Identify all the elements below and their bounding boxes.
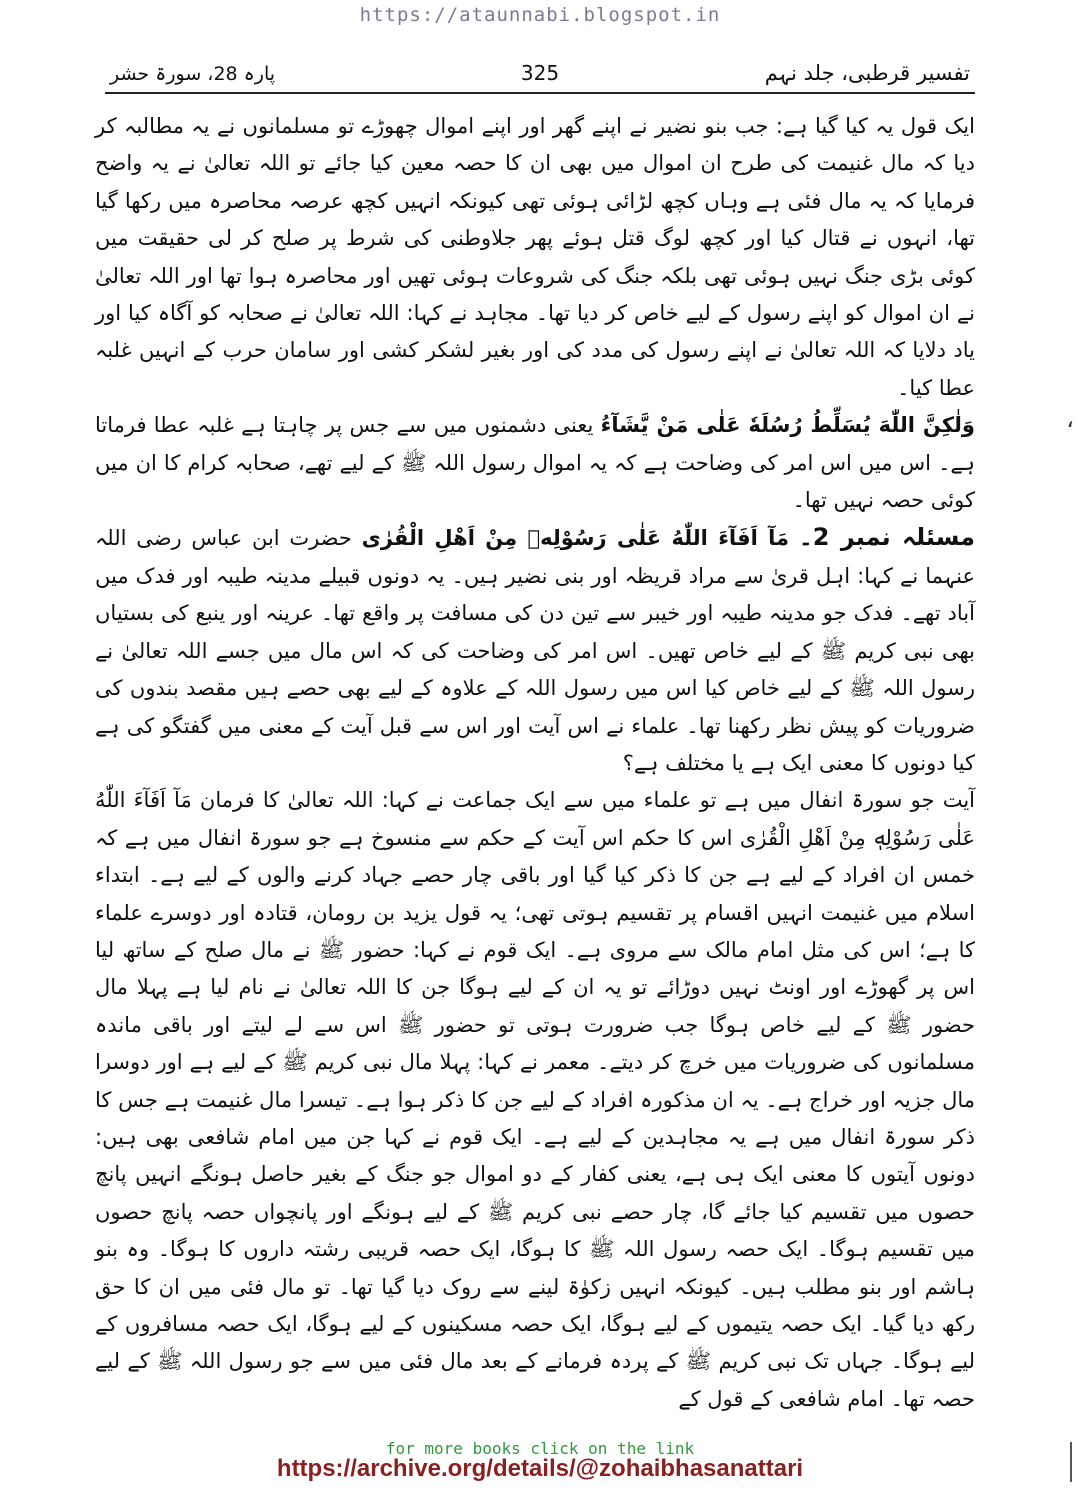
page-number: 325 [520, 61, 560, 85]
header-book-title: تفسیر قرطبی، جلد نہم [764, 61, 970, 85]
paragraph-1: ایک قول یہ کیا گیا ہے: جب بنو نضیر نے اپنے گھر اور اپنے اموال چھوڑے تو مسلمانوں نے یہ مطالبہ کر دیا کہ مال غنیمت کی طرح ان اموال میں بھی ان کا حصہ معین کیا جائے تو اللہ تعالیٰ نے یہ واضح فرمایا کہ یہ مال فئی ہے وہاں کچھ لڑائی ہوئی تھی کیونکہ انہیں کچھ عرصہ محاصرہ میں رکھا گیا تھا، انہوں نے قتال کیا اور کچھ لوگ قتل ہوئے پھر جلاوطنی کی شرط پر صلح کر لی حقیقت میں کوئی بڑی جنگ نہیں ہوئی تھی بلکہ جنگ کی شروعات ہوئی تھیں اور محاصرہ ہوا تھا اور اللہ تعالیٰ نے ان اموال کو اپنے رسول کے لیے خاص کر دیا تھا۔ مجاہد نے کہا: اللہ تعالیٰ نے صحابہ کو آگاہ کیا اور یاد دلایا کہ اللہ تعالیٰ نے اپنے رسول کی مدد کی اور بغیر لشکر کشی اور سامان حرب کے انہیں غلبہ عطا کیا۔ [95, 114, 975, 400]
footer-note: for more books click on the link [385, 1439, 695, 1458]
verse-2: مَآ اَفَآءَ اللّٰهُ عَلٰى رَسُوْلِهٖ مِنْ اَهْلِ الْقُرٰى [361, 526, 789, 551]
side-tick-mark [1070, 1442, 1072, 1482]
paragraph-2 [95, 407, 975, 519]
footer-archive-link[interactable]: https://archive.org/details/@zohaibhasanattari [276, 1455, 804, 1482]
paragraph-2-text: یعنی دشمنوں میں سے جس پر چاہتا ہے غلبہ عطا فرماتا ہے۔ اس میں اس امر کی وضاحت ہے کہ یہ اموال رسول اللہ ﷺ کے لیے تھے، صحابہ کرام کا ان میں کوئی حصہ نہیں تھا۔ [95, 413, 975, 513]
header-rule [105, 92, 975, 94]
paragraph-3-text: حضرت ابن عباس رضی اللہ عنہما نے کہا: اہل قریٰ سے مراد قریظہ اور بنی نضیر ہیں۔ یہ دونوں قبیلے مدینہ طیبہ اور فدک میں آباد تھے۔ فدک جو مدینہ طیبہ اور خیبر سے تین دن کی مسافت پر واقع تھا۔ عرینہ اور ینبع کی بستیاں بھی نبی کریم ﷺ کے لیے خاص تھیں۔ اس امر کی وضاحت کی کہ اس مال میں جسے اللہ تعالیٰ نے رسول اللہ ﷺ کے لیے خاص کیا اس میں رسول اللہ کے علاوہ کے لیے بھی حصے ہیں مقصد بندوں کی ضروریات کو پیش نظر رکھنا تھا۔ علماء نے اس آیت اور اس سے قبل آیت کے معنی میں گفتگو کی ہے کیا دونوں کا معنی ایک ہے یا مختلف ہے؟ [95, 526, 975, 775]
page-body [95, 108, 975, 1418]
margin-mark: ، [1066, 405, 1074, 433]
verse-1: وَلٰكِنَّ اللّٰهَ يُسَلِّطُ رُسُلَهٗ عَلٰى مَنْ يَّشَآءُ [600, 413, 975, 438]
paragraph-3 [95, 519, 975, 782]
top-blog-link[interactable]: https://ataunnabi.blogspot.in [359, 4, 721, 26]
masala-label: مسئلہ نمبر 2۔ [798, 523, 975, 552]
page-header [110, 55, 970, 95]
paragraph-4: آیت جو سورۃ انفال میں ہے تو علماء میں سے ایک جماعت نے کہا: اللہ تعالیٰ کا فرمان مَآ اَفَآءَ اللّٰهُ عَلٰى رَسُوْلِهٖ مِنْ اَهْلِ الْقُرٰى اس کا حکم اس آیت کے حکم سے منسوخ ہے جو سورۃ انفال میں ہے کہ خمس ان افراد کے لیے ہے جن کا ذکر کیا گیا اور باقی چار حصے جہاد کرنے والوں کے لیے ہے۔ ابتداء اسلام میں غنیمت انہیں اقسام پر تقسیم ہوتی تھی؛ یہ قول یزید بن رومان، قتادہ اور دوسرے علماء کا ہے؛ اس کی مثل امام مالک سے مروی ہے۔ ایک قوم نے کہا: حضور ﷺ نے مال صلح کے ساتھ لیا اس پر گھوڑے اور اونٹ نہیں دوڑائے تو یہ ان کے لیے ہوگا جن کا اللہ تعالیٰ نے نام لیا ہے پہلا مال حضور ﷺ کے لیے خاص ہوگا جب ضرورت ہوتی تو حضور ﷺ اس سے لے لیتے اور باقی ماندہ مسلمانوں کی ضروریات میں خرچ کر دیتے۔ معمر نے کہا: پہلا مال نبی کریم ﷺ کے لیے ہے اور دوسرا مال جزیہ اور خراج ہے۔ یہ ان مذکورہ افراد کے لیے جن کا ذکر ہوا ہے۔ تیسرا مال غنیمت ہے جس کا ذکر سورۃ انفال میں ہے یہ مجاہدین کے لیے ہے۔ ایک قوم نے کہا جن میں امام شافعی بھی ہیں: دونوں آیتوں کا معنی ایک ہی ہے، یعنی کفار کے دو اموال جو جنگ کے بغیر حاصل ہونگے انہیں پانچ حصوں میں تقسیم کیا جائے گا، چار حصے نبی کریم ﷺ کے لیے ہونگے اور پانچواں حصہ پانچ حصوں میں تقسیم ہوگا۔ ایک حصہ رسول اللہ ﷺ کا ہوگا، ایک حصہ قریبی رشتہ داروں کا ہوگا۔ وہ بنو ہاشم اور بنو مطلب ہیں۔ کیونکہ انہیں زکوٰۃ لینے سے روک دیا گیا تھا۔ تو مال فئی میں ان کا حق رکھ دیا گیا۔ ایک حصہ یتیموں کے لیے ہوگا، ایک حصہ مسکینوں کے لیے ہوگا، ایک حصہ مسافروں کے لیے ہوگا۔ جہاں تک نبی کریم ﷺ کے پردہ فرمانے کے بعد مال فئی میں سے جو رسول اللہ ﷺ کے لیے حصہ تھا۔ امام شافعی کے قول کے [95, 788, 975, 1411]
header-para-surah: پارہ 28، سورۃ حشر [110, 63, 276, 85]
